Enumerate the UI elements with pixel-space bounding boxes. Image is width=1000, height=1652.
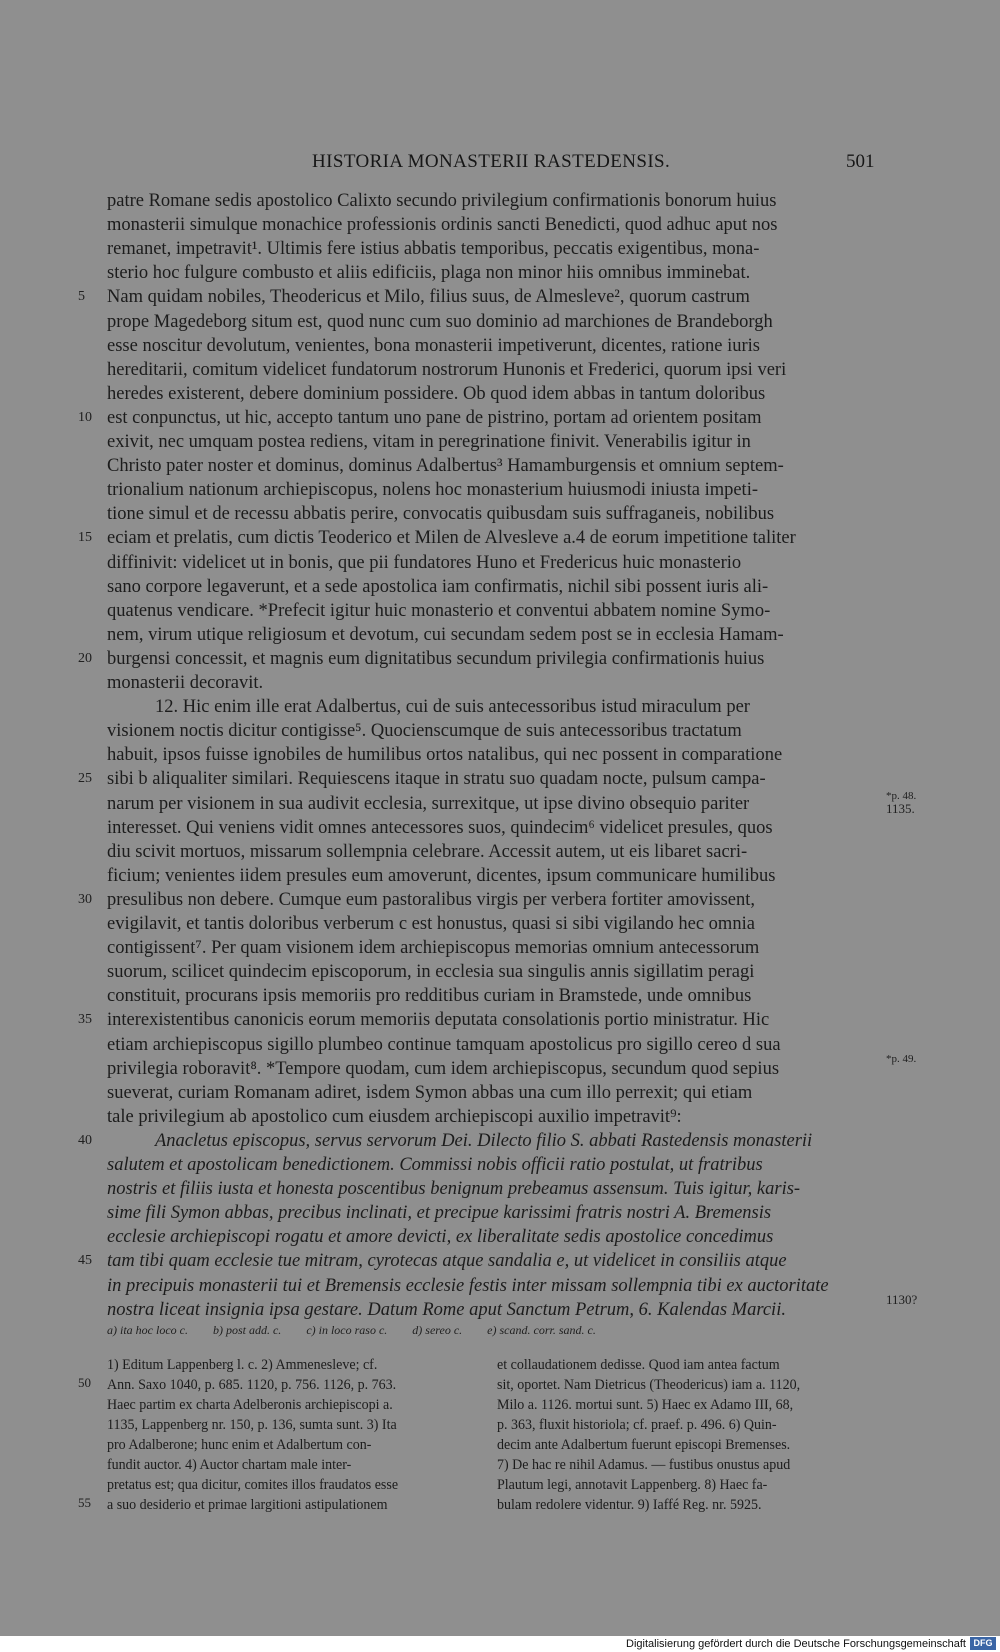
footnote-line: p. 363, fluxit historiola; cf. praef. p. 496. 6) Quin- xyxy=(497,1417,777,1433)
footnote-line: Milo a. 1126. mortui sunt. 5) Haec ex Adamo III, 68, xyxy=(497,1397,794,1413)
footnote-line-number: 55 xyxy=(78,1495,91,1510)
text-line: in precipuis monasterii tui et Bremensis ecclesie festis inter missam sollempnia tibi ex auctoritate xyxy=(107,1276,829,1296)
footnote-line: Plautum legi, annotavit Lappenberg. 8) Haec fa- xyxy=(497,1477,768,1493)
text-line: sibi b aliqualiter similari. Requiescens itaque in stratu suo quadam nocte, pulsum campa- xyxy=(107,769,766,789)
text-line: sueverat, curiam Romanam adiret, isdem Symon abbas una cum illo perrexit; qui etiam xyxy=(107,1083,753,1103)
margin-note-page-ref: *p. 48. xyxy=(886,790,917,802)
text-line: nostris et filiis iusta et honesta poscentibus benignum prebeamus assensum. Tuis igitur, karis- xyxy=(107,1179,801,1199)
textual-note: d) sereo c. xyxy=(412,1323,463,1337)
footnote-line: 1) Editum Lappenberg l. c. 2) Ammenesleve; cf. xyxy=(107,1357,378,1373)
text-line: Christo pater noster et dominus, dominus Adalbertus³ Hamamburgensis et omnium septem- xyxy=(107,456,784,476)
line-number: 40 xyxy=(78,1133,92,1148)
text-line: narum per visionem in sua audivit ecclesia, surrexitque, ut ipse divino obsequio pariter xyxy=(107,794,750,814)
textual-note: a) ita hoc loco c. xyxy=(107,1323,188,1337)
text-line: remanet, impetravit¹. Ultimis fere istius abbatis temporibus, peccatis exigentibus, mona- xyxy=(107,239,760,259)
text-line: tale privilegium ab apostolico cum eiusdem archiepiscopi auxilio impetravit⁹: xyxy=(107,1107,682,1127)
text-line: contigissent⁷. Per quam visionem idem archiepiscopus memorias omnium antecessorum xyxy=(107,938,760,958)
text-line: monasterii decoravit. xyxy=(107,673,264,693)
text-line: Nam quidam nobiles, Theodericus et Milo, filius suus, de Almesleve², quorum castrum xyxy=(107,287,750,307)
footnote-line: bulam redolere videntur. 9) Iaffé Reg. nr. 5925. xyxy=(497,1497,762,1513)
footnote-line-number: 50 xyxy=(78,1375,91,1390)
text-line: hereditarii, comitum videlicet fundatorum nostrorum Hunonis et Frederici, quorum ipsi veri xyxy=(107,360,787,380)
footnote-line: fundit auctor. 4) Auctor chartam male inter- xyxy=(107,1457,352,1473)
text-line: 12. Hic enim ille erat Adalbertus, cui de suis antecessoribus istud miraculum per xyxy=(155,697,750,717)
footnote-line: sit, oportet. Nam Dietricus (Theodericus) iam a. 1120, xyxy=(497,1377,801,1393)
footnote-line: Haec partim ex charta Adelberonis archiepiscopi a. xyxy=(107,1397,393,1413)
text-line: est conpunctus, ut hic, accepto tantum uno pane de pistrino, portam ad orientem positam xyxy=(107,408,762,428)
footnote-line: decim ante Adalbertum fuerunt episcopi Bremenses. xyxy=(497,1437,791,1453)
margin-note-year: 1130? xyxy=(886,1292,918,1307)
text-line: heredes existerent, debere dominium possidere. Ob quod idem abbas in tantum doloribus xyxy=(107,384,766,404)
line-number: 35 xyxy=(78,1012,92,1027)
text-line: etiam archiepiscopus sigillo plumbeo continue tamquam apostolicus pro sigillo cereo d sua xyxy=(107,1035,781,1055)
text-line: visionem noctis dicitur contigisse⁵. Quocienscumque de suis antecessoribus tractatum xyxy=(107,721,742,741)
footnote-line: pro Adalberone; hunc enim et Adalbertum con- xyxy=(107,1437,372,1453)
footnote-line: et collaudationem dedisse. Quod iam antea factum xyxy=(497,1357,780,1373)
text-line: diu scivit mortuos, missarum sollempnia celebrare. Accessit autem, ut eis libaret sacri- xyxy=(107,842,748,862)
text-line: privilegia roboravit⁸. *Tempore quodam, cum idem archiepiscopus, secundum quod sepius xyxy=(107,1059,780,1079)
text-line: nostra liceat insignia ipsa gestare. Datum Rome aput Sanctum Petrum, 6. Kalendas Marcii. xyxy=(107,1300,786,1320)
running-title: HISTORIA MONASTERII RASTEDENSIS. xyxy=(312,151,671,172)
funding-notice: Digitalisierung gefördert durch die Deutsche Forschungsgemeinschaft xyxy=(626,1638,966,1650)
page-number: 501 xyxy=(846,151,875,172)
text-line: sime fili Symon abbas, precibus inclinati, et precipue karissimi fratris nostri A. Bremensis xyxy=(107,1203,772,1223)
footnote-line: Ann. Saxo 1040, p. 685. 1120, p. 756. 1126, p. 763. xyxy=(107,1377,397,1393)
text-line: esse noscitur devolutum, venientes, bona monasterii impetiverunt, dicentes, ratione iuris xyxy=(107,336,760,356)
line-number: 5 xyxy=(78,289,85,304)
text-line: presulibus non debere. Cumque eum pastoralibus virgis per verbera fortiter amovissent, xyxy=(107,890,756,910)
text-line: salutem et apostolicam benedictionem. Commissi nobis officii ratio postulat, ut fratribus xyxy=(107,1155,763,1175)
text-line: trionalium nationum archiepiscopus, nolens hoc monasterium huiusmodi iniusta impeti- xyxy=(107,480,758,500)
text-line: Anacletus episcopus, servus servorum Dei. Dilecto filio S. abbati Rastedensis monasterii xyxy=(155,1131,813,1151)
dfg-logo: DFG xyxy=(970,1637,996,1650)
footnote-line: pretatus est; qua dicitur, comites illos fraudatos esse xyxy=(107,1477,399,1493)
line-number: 30 xyxy=(78,892,92,907)
line-number: 25 xyxy=(78,771,92,786)
footnote-line: a suo desiderio et primae largitioni astipulationem xyxy=(107,1497,388,1513)
line-number: 20 xyxy=(78,651,92,666)
footnote-line: 1135, Lappenberg nr. 150, p. 136, sumta sunt. 3) Ita xyxy=(107,1417,397,1433)
text-line: diffinivit: videlicet ut in bonis, que pii fundatores Huno et Fredericus huic monasterio xyxy=(107,553,742,573)
margin-note-page-ref: *p. 49. xyxy=(886,1053,917,1065)
text-line: sterio hoc fulgure combusto et aliis edificiis, plaga non minor hiis omnibus imminebat. xyxy=(107,263,751,283)
text-line: ecclesie archiepiscopi rogatu et amore devicti, ex liberalitate sedis apostolice concedimus xyxy=(107,1227,774,1247)
text-line: monasterii simulque monachice professionis ordinis sancti Benedicti, quod adhuc aput nos xyxy=(107,215,778,235)
text-line: suorum, scilicet quindecim episcoporum, in ecclesia sua singulis annis sigillatim peragi xyxy=(107,962,755,982)
text-line: tam tibi quam ecclesie tue mitram, cyrotecas atque sandalia e, ut videlicet in consiliis atque xyxy=(107,1251,787,1271)
text-line: interesset. Qui veniens vidit omnes antecessores suos, quindecim⁶ videlicet presules, quos xyxy=(107,818,773,838)
line-number: 15 xyxy=(78,530,92,545)
text-line: sano corpore legaverunt, et a sede apostolica iam confirmatis, nichil sibi possent iuris ali- xyxy=(107,577,769,597)
textual-note: e) scand. corr. sand. c. xyxy=(487,1323,596,1337)
footnotes-left-column xyxy=(107,1355,487,1515)
text-line: patre Romane sedis apostolico Calixto secundo privilegium confirmationis bonorum huius xyxy=(107,191,777,211)
line-number: 45 xyxy=(78,1253,92,1268)
text-line: nem, virum utique religiosum et devotum, cui secundam sedem post se in ecclesia Hamam- xyxy=(107,625,784,645)
text-line: constituit, procurans ipsis memoriis pro redditibus curiam in Bramstede, unde omnibus xyxy=(107,986,752,1006)
textual-notes xyxy=(107,1323,618,1338)
text-line: eciam et prelatis, cum dictis Teoderico et Milen de Alvesleve a.4 de eorum impetitione taliter xyxy=(107,528,796,548)
text-line: prope Magedeborg situm est, quod nunc cum suo dominio ad marchiones de Brandeborgh xyxy=(107,312,773,332)
text-line: burgensi concessit, et magnis eum dignitatibus secundum privilegia confirmationis huius xyxy=(107,649,765,669)
footnotes-right-column xyxy=(497,1355,877,1515)
textual-note: b) post add. c. xyxy=(212,1323,282,1337)
textual-note: c) in loco raso c. xyxy=(306,1323,388,1337)
text-line: tione simul et de recessu abbatis perire, convocatis quibusdam suis suffraganeis, nobilibus xyxy=(107,504,775,524)
text-line: quatenus vendicare. *Prefecit igitur huic monasterio et conventui abbatem nomine Symo- xyxy=(107,601,771,621)
text-line: evigilavit, et tantis doloribus verberum c est honustus, quasi si sibi vigilando hec omnia xyxy=(107,914,755,934)
margin-note-year: 1135. xyxy=(886,801,915,816)
line-number: 10 xyxy=(78,410,92,425)
text-line: exivit, nec umquam postea rediens, vitam in peregrinatione finivit. Venerabilis igitur in xyxy=(107,432,751,452)
footnote-line: 7) De hac re nihil Adamus. — fustibus onustus apud xyxy=(497,1457,791,1473)
text-line: habuit, ipsos fuisse ignobiles de humilibus ortos natalibus, qui nec possent in comparatione xyxy=(107,745,783,765)
text-line: ficium; venientes iidem presules eum amoverunt, dicentes, ipsum communicare humilibus xyxy=(107,866,776,886)
text-line: interexistentibus canonicis eorum memoriis deputata consolationis portio ministratur. Hic xyxy=(107,1010,770,1030)
